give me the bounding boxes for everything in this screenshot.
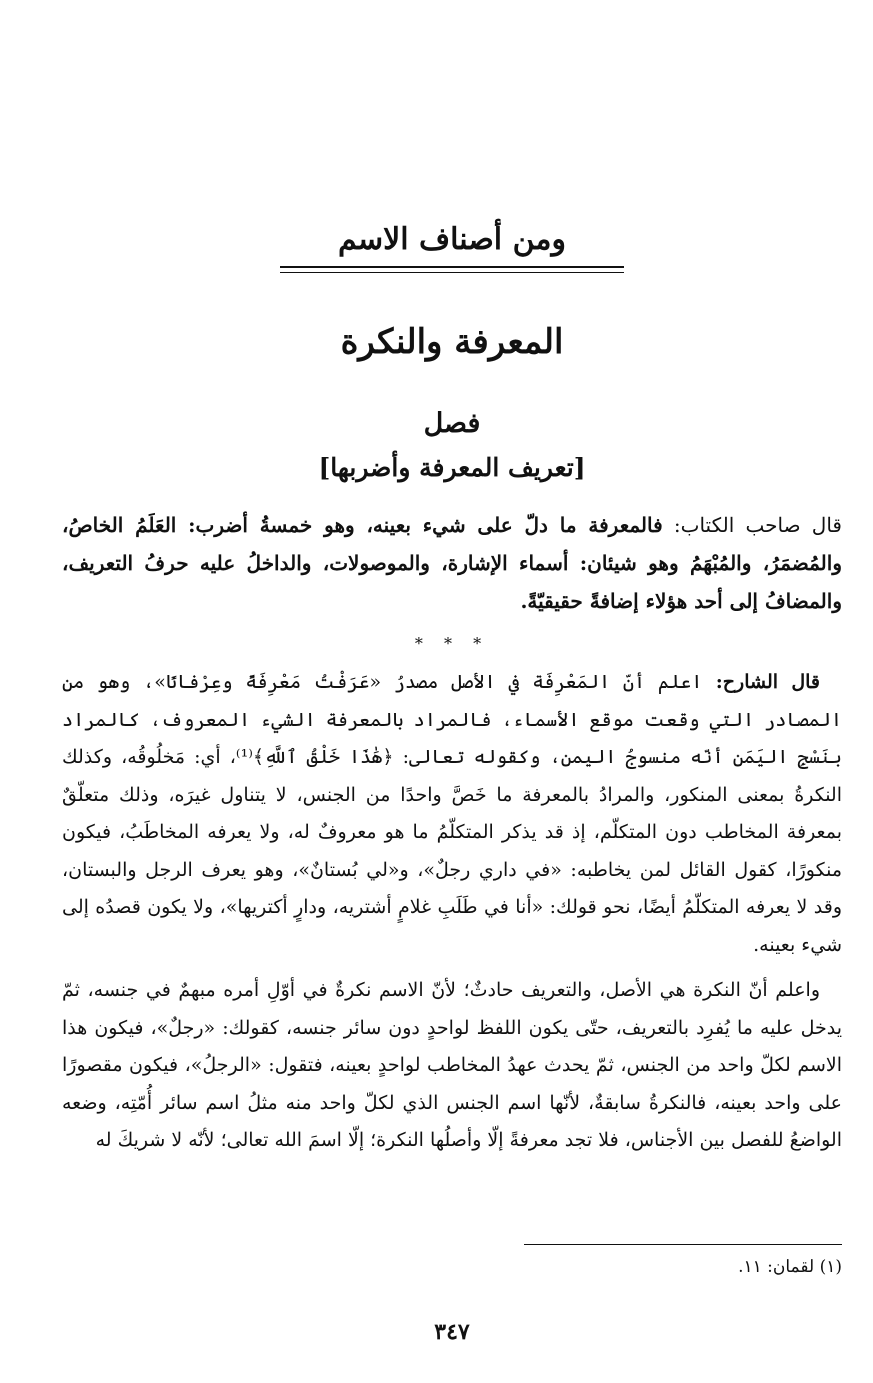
sharh-paragraph-1: [62, 664, 842, 964]
chapter-title: المعرفة والنكرة: [340, 322, 564, 362]
footnote-rule: [524, 1244, 842, 1245]
sharh-paragraph-1-text: اعلم أنّ المَعْرِفَة في الأصل مصدرُ «عَرَفْتُ مَعْرِفَةً وعِرْفانًا»، وهو من المصادر التي وقعت موقع الأسماء، فالمراد بالمعرفة الشيء المعروف، كالمراد بنَسْجِ اليَمَن أنّه منسوجُ اليمن، وكقوله تعالى: ﴿هَٰذَا خَلْقُ ٱللَّهِ﴾⁽¹⁾، أي: مَخلُوقُه، وكذلك النكرةُ بمعنى المنكور، والمرادُ بالمعرفة ما خَصَّ واحدًا من الجنس، لا يتناول غيرَه، وذلك متعلّقٌ بمعرفة المخاطب دون المتكلّم، إذ قد يذكر المتكلّمُ ما هو معروفٌ له، ولا يعرفه المخاطَبُ، فيكون منكورًا، كقول القائل لمن يخاطبه: «في داري رجلٌ»، و«لي بُستانٌ»، وهو يعرف الرجل والبستان، وقد لا يعرفه المتكلّمُ أيضًا، نحو قولك: «أنا في طَلَبِ غلامٍ أشتريه، ودارٍ أكتريها»، ولا يكون قصدُه إلى شيء بعينه.: [62, 671, 842, 956]
fasl-heading: فصل: [423, 408, 481, 439]
section-title: ومن أصناف الاسم: [338, 222, 566, 257]
footnote: (١) لقمان: ١١.: [738, 1257, 842, 1277]
sharh-commentary: [62, 664, 842, 1160]
section-separator: * * *: [414, 634, 490, 653]
title-double-rule: [280, 266, 624, 273]
sharh-speaker: قال الشارح:: [702, 671, 820, 693]
matn-lead: قال صاحب الكتاب:: [662, 513, 842, 537]
matn-text: فالمعرفة ما دلّ على شيء بعينه، وهو خمسةُ أضرب: العَلَمُ الخاصُ، والمُضمَرُ، والمُبْهَمُ وهو شيئان: أسماء الإشارة، والموصولات، والداخلُ عليه حرفُ التعريف، والمضافُ إلى أحد هؤلاء إضافةً حقيقيّةً.: [62, 513, 842, 613]
matn-paragraph: [62, 506, 842, 620]
sharh-paragraph-2: واعلم أنّ النكرة هي الأصل، والتعريف حادثٌ؛ لأنّ الاسم نكرةٌ في أوّلِ أمره مبهمٌ في جنسه، ثمّ يدخل عليه ما يُفرِد بالتعريف، حتّى يكون اللفظ لواحدٍ دون سائر جنسه، كقولك: «رجلٌ»، فيكون هذا الاسم لكلّ واحد من الجنس، ثمّ يحدث عهدُ المخاطب لواحدٍ بعينه، فتقول: «الرجلُ»، فيكون مقصورًا على واحد بعينه، فالنكرةُ سابقةٌ، لأنّها اسم الجنس الذي لكلّ واحد منه مثلُ اسم سائر أُمّتِه، وضعه الواضعُ للفصل بين الأجناس، فلا تجد معرفةً إلّا وأصلُها النكرة؛ إلّا اسمَ الله تعالى؛ لأنّه لا شريكَ له: [62, 979, 842, 1151]
page-number: ٣٤٧: [434, 1319, 470, 1345]
book-page: [62, 0, 842, 1383]
fasl-subtitle: [تعريف المعرفة وأضربها]: [318, 453, 586, 482]
